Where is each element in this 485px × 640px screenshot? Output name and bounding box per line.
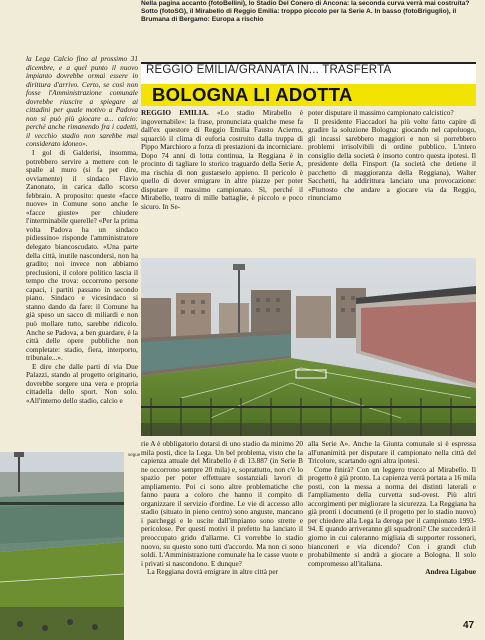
photo-caption: Nella pagina accanto (fotoBellini), lo Stadio Del Conero di Ancona: la seconda curva verrà mai costruita? Sotto (fotoSG), il Mirabello di Reggio Emilia: troppo piccolo per la Serie A. In basso (fotoBriguglio), il Brumana di Bergamo: Europa a rischio (141, 0, 470, 24)
continued-marker: segue (128, 452, 141, 457)
stadium-photo-illustration (0, 452, 124, 640)
paragraph: Come finirà? Con un leggero trucco al Mirabello. Il progetto è già pronto. La capienza verrà portata a 16 mila posti, con la messa a norma dei distinti laterali e l'ampliamento della curvetta sud-ovest. Più altri accorgimenti per migliorare la sicurezza. La Reggiana ha già pronti i documenti (e il progetto per lo stadio nuovo) per chiedere alla Lega la deroga per il campionato 1993-94. E quando arriveranno gli squadroni? Che succederà il giorno in cui caleranno migliaia di supporter rossoneri, bianconeri e via dicendo? Con i grandi club probabilmente si andrà a giocare a Bologna. Il solo compromesso all'italiana. (308, 464, 476, 568)
paragraph: La Reggiana dovrà emigrare in altre città per (147, 567, 279, 577)
middle-column-article (141, 109, 303, 212)
page-number: 47 (463, 620, 475, 631)
paragraph: E dire che dalle parti di via Due Palazzi, stando al progetto originario, dovrebbe sorgere una vera e propria cittadella dello sport. Non solo. «All'interno dello stadio, calcio e (26, 361, 138, 405)
right-column-article (308, 109, 476, 203)
bottom-column-1 (141, 440, 303, 577)
paragraph: alla Serie A». Anche la Giunta comunale si è espressa all'unanimità per disputare il campionato nella città del Tricolore, scartando ogni altra ipotesi. (308, 439, 476, 466)
article-lead: REGGIO EMILIA. (141, 108, 209, 117)
left-column-article (26, 55, 138, 405)
paragraph: poter disputare il massimo campionato calcistico? (308, 108, 454, 117)
bottom-column-2 (308, 440, 476, 577)
paragraph (141, 109, 303, 212)
paragraph: I gol di Galderisi, insomma, potrebbero servire a mettere con le spalle al muro (si fa per dire, ovviamente) il sindaco Flavio Zanonato, in carica dallo scorso febbraio. A proposito: queste «facce nuove» in Comune sono anche le «facce giuste» per chiudere l'interminabile querelle? «Per la prima volta Padova ha un sindaco pidiessino» risponde l'amministratore delegato biancoscudato. «Una parte della città, inutile nascondersi, non ha gradito; noi invece non abbiamo preclusioni, il colore politico lascia il tempo che trova: occorrono persone capaci, i partiti passano in secondo piano. Sindaco e vicesindaco si stanno dando da fare: il Comune ha già speso un sacco di miliardi e non può mollare tutto, sarebbe ridicolo. Anche se Padova, a ben guardare, è la città delle opere pubbliche non completate: stadio, fiera, interporto, tribunale...». (26, 148, 138, 363)
paragraph: rie A è obbligatorio dotarsi di uno stadio da minimo 20 mila posti, dice la Lega. Un bel problema, visto che la capienza attuale del Mirabello è di 13.887 (in Serie B ne occorrono sempre 20 mila) e, soprattutto, non c'è lo spazio per poter effettuare sostanziali lavori di ampliamento. Poi ci sono altre problematiche che fanno paura a coloro che hanno il compito di organizzare il servizio d'ordine. Le vie di accesso allo stadio (situato in pieno centro) sono anguste, mancano i parcheggi e le uscite dall'impianto sono strette e pericolose. Per questi motivi il prefetto ha lanciato il preoccupato grido d'allarme. Ci vorrebbe lo stadio nuovo, su questo sono tutti d'accordo. Ma non ci sono soldi. L'Amministrazione comunale ha le casse vuote e i privati si nascondono. E dunque? (141, 439, 303, 568)
stadium-photo-brumana (0, 452, 124, 640)
paragraph: la Lega Calcio fino al prossimo 31 dicembre, e a quel punto il nuovo impianto dovrebbe ormai essere in dirittura d'arrivo. Certo, se così non fosse l'Amministrazione comunale dovrebbe riuscire a spiegare ai cittadini per quale motivo a Padova non si può più giocare a... calcio: perché anche rimanendo fra i cadetti, il vecchio stadio non sarebbe mai considerato idoneo». (26, 54, 138, 149)
paragraph-text: «Lo stadio Mirabello è ingovernabile»: la frase, pronunciata qualche mese fa dall'ex questore di Reggio Emilia Fausto Acierno, squarciò il clima di euforia costruito dalla truppa di Pippo Marchioro a forza di prestazioni da incorniciare. Dopo 74 anni di lotta continua, la Reggiana è in procinto di tagliare lo storico traguardo della Serie A, ma rischia di non gustarselo appieno. Il pericolo è quello di dover emigrare in altre piazze per poter disputare il massimo campionato. Sì, perché il Mirabello, teatro di mille battaglie, è piccolo e poco sicuro. In Se- (141, 108, 303, 212)
kicker: REGGIO EMILIA/GRANATA IN... TRASFERTA (146, 64, 392, 76)
author-signature: Andrea Ligabue (425, 567, 476, 577)
stadium-photo-illustration (141, 258, 476, 436)
headline: BOLOGNA LI ADOTTA (152, 84, 353, 105)
stadium-photo-mirabello (141, 258, 476, 436)
paragraph: Il presidente Fiaccadori ha più volte fatto capire di gradire la soluzione Bologna: giocando nel capoluogo, gli incassi sarebbero maggiori e non si porrebbero problemi irrisolvibili di ordine pubblico. L'intero consiglio della società è insorto contro questa ipotesi. Il presidente della Finsport (la società che detiene il pacchetto di maggioranza della Reggiana), Walter Sacchetti, ha addirittura lanciato una provocazione: «Piuttosto che andare a giocare via da Reggio, rinunciamo (308, 116, 476, 203)
